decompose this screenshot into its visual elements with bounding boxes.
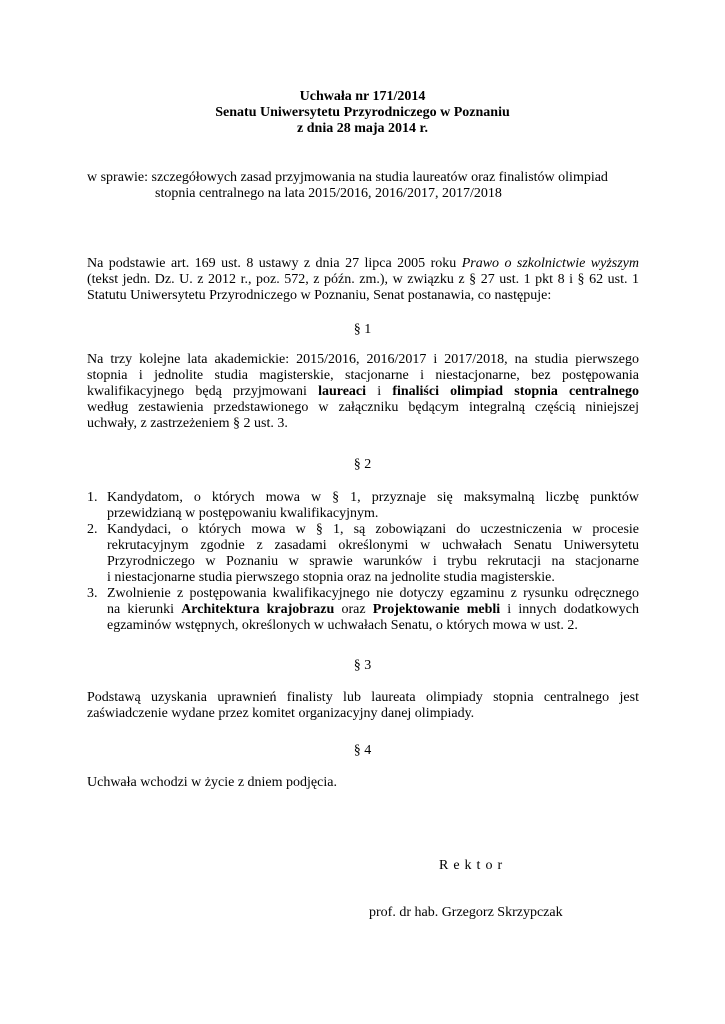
item-1-line-2: przewidzianą w postępowaniu kwalifikacyjnym. [107, 506, 379, 521]
s1-text-and: i [366, 384, 393, 399]
section-4-body [87, 775, 639, 791]
signature-name: prof. dr hab. Grzegorz Skrzypczak [369, 905, 563, 920]
section-2-list [87, 490, 639, 634]
s3-line-1: Podstawą uzyskania uprawnień finalisty lub laureata olimpiady stopnia centralnego jest [87, 690, 639, 705]
preamble [87, 256, 639, 304]
s1-text: kwalifikacyjnego będą przyjmowani [87, 384, 319, 399]
item-2-line-3: Przyrodniczego w Poznaniu w sprawie warunków i trybu rekrutacji na stacjonarne [107, 554, 639, 569]
s1-line-4: według zestawienia przedstawionego w załączniku będącym integralną częścią niniejszej [87, 400, 639, 415]
s1-line-2: stopnia i jednolite studia magisterskie, stacjonarne i niestacjonarne, bez postępowania [87, 368, 639, 383]
list-number: 1. [87, 490, 98, 505]
s3-line-2: zaświadczenie wydane przez komitet organizacyjny danej olimpiady. [87, 706, 475, 721]
list-item [87, 522, 639, 586]
section-3-heading: § 3 [353, 658, 372, 673]
item-3-text: na kierunki [107, 602, 182, 617]
s1-finalists: finaliści olimpiad stopnia centralnego [392, 384, 640, 399]
preamble-text: Na podstawie art. 169 ust. 8 ustawy z dnia 27 lipca 2005 roku [87, 256, 462, 271]
item-1-line-1: Kandydatom, o których mowa w § 1, przyznaje się maksymalną liczbę punktów [107, 490, 639, 505]
item-3-text-rest: i innych dodatkowych [500, 602, 640, 617]
list-item [87, 490, 639, 522]
item-3-text-and: oraz [334, 602, 373, 617]
s1-line-1: Na trzy kolejne lata akademickie: 2015/2016, 2016/2017 i 2017/2018, na studia pierwszego [87, 352, 639, 367]
s1-line-5: uchwały, z zastrzeżeniem § 2 ust. 3. [87, 416, 288, 431]
signature-title: Rektor [439, 858, 508, 873]
preamble-line-2: (tekst jedn. Dz. U. z 2012 r., poz. 572, z późn. zm.), w związku z § 27 ust. 1 pkt 8 i § 62 ust. 1 [87, 272, 639, 287]
s1-laureates: laureaci [318, 384, 367, 399]
section-1-heading: § 1 [353, 322, 372, 337]
resolution-title: Uchwała nr 171/2014 [299, 89, 426, 104]
resolution-date: z dnia 28 maja 2014 r. [297, 121, 428, 136]
section-3-body [87, 690, 639, 722]
list-number: 3. [87, 586, 98, 601]
item-3-line-3: egzaminów wstępnych, określonych w uchwałach Senatu, o których mowa w ust. 2. [107, 618, 578, 633]
act-title: Prawo o szkolnictwie wyższym [461, 256, 639, 271]
subject-line-2: stopnia centralnego na lata 2015/2016, 2016/2017, 2017/2018 [155, 186, 502, 201]
course-furniture-design: Projektowanie mebli [372, 602, 501, 617]
resolution-issuer: Senatu Uniwersytetu Przyrodniczego w Poznaniu [215, 105, 510, 120]
section-1-body [87, 352, 639, 432]
item-3-line-2 [107, 602, 639, 618]
section-2-heading: § 2 [353, 457, 372, 472]
resolution-subject [87, 170, 647, 202]
item-2-line-2: rekrutacyjnym zgodnie z zasadami określonymi w uchwałach Senatu Uniwersytetu [107, 538, 639, 553]
s1-line-3 [87, 384, 639, 400]
section-4-heading: § 4 [353, 743, 372, 758]
item-2-line-1: Kandydaci, o których mowa w § 1, są zobowiązani do uczestniczenia w procesie [107, 522, 639, 537]
course-landscape-architecture: Architektura krajobrazu [181, 602, 335, 617]
item-3-line-1: Zwolnienie z postępowania kwalifikacyjnego nie dotyczy egzaminu z rysunku odręcznego [107, 586, 639, 601]
s4-line-1: Uchwała wchodzi w życie z dniem podjęcia. [87, 775, 337, 790]
preamble-line-1 [87, 256, 639, 272]
subject-line-1: w sprawie: szczegółowych zasad przyjmowania na studia laureatów oraz finalistów olimpiad [87, 170, 608, 185]
item-2-line-4: i niestacjonarne studia pierwszego stopnia oraz na jednolite studia magisterskie. [107, 570, 555, 585]
list-item [87, 586, 639, 634]
list-number: 2. [87, 522, 98, 537]
preamble-line-3: Statutu Uniwersytetu Przyrodniczego w Poznaniu, Senat postanawia, co następuje: [87, 288, 552, 303]
